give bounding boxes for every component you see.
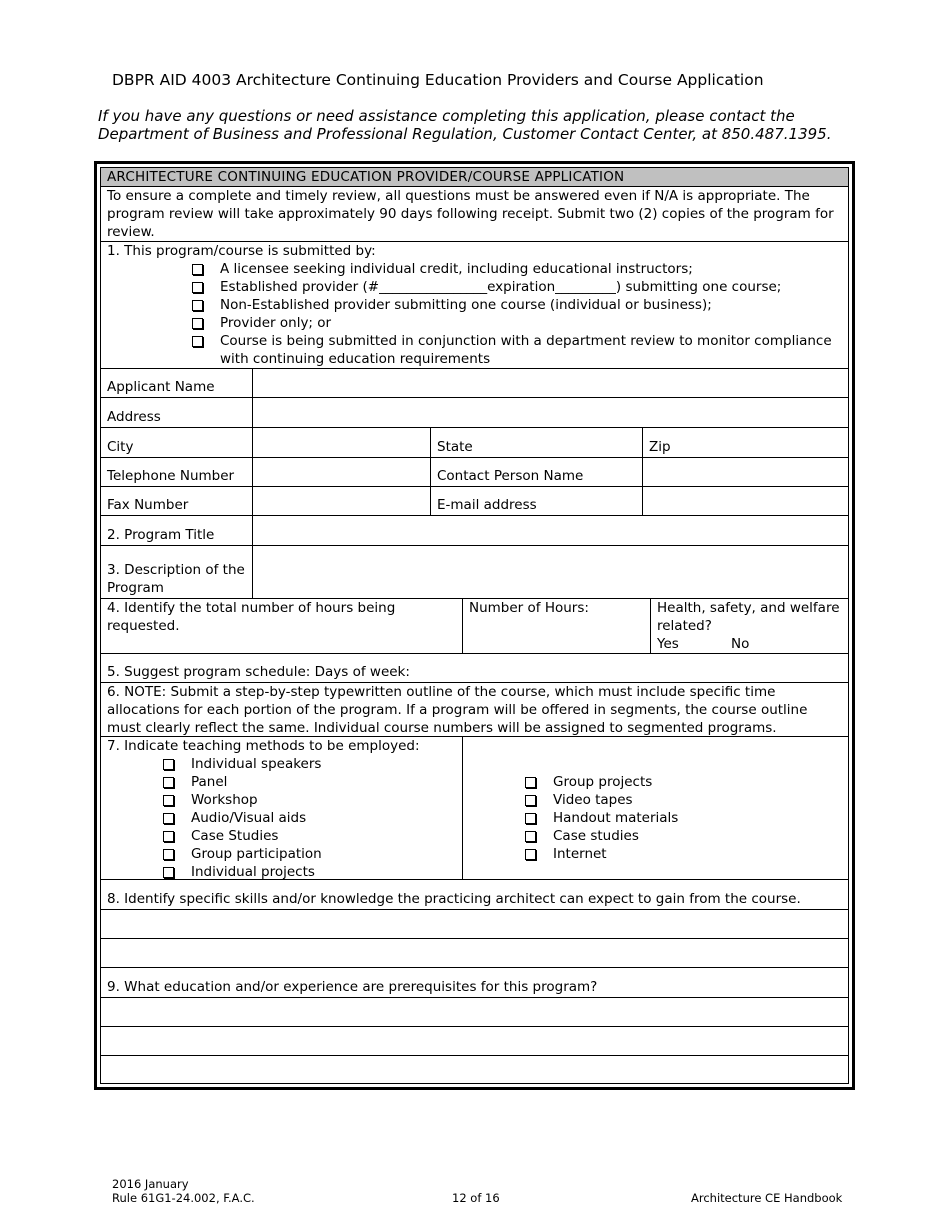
applicant-name-label: Applicant Name: [107, 379, 215, 395]
state-field[interactable]: [430, 428, 642, 457]
contact-note: If you have any questions or need assistance completing this application, please contact the Department of Business and Professional Regulation, Customer Contact Center, at 850.487.1395.: [98, 107, 832, 143]
city-label: City: [107, 439, 134, 455]
method-video-tapes[interactable]: [525, 791, 842, 809]
checkbox[interactable]: [192, 336, 203, 347]
checkbox[interactable]: [163, 849, 174, 860]
skills-question: 8. Identify specific skills and/or knowledge the practicing architect can expect to gain from the course.: [107, 891, 801, 907]
teaching-methods-row: [101, 736, 848, 879]
skills-question-row: [101, 879, 848, 909]
option-label: Individual projects: [191, 864, 315, 879]
telephone-label: Telephone Number: [107, 468, 235, 484]
option-label: Case Studies: [191, 828, 279, 844]
option-label: Case studies: [553, 828, 639, 844]
option-label: Non-Established provider submitting one course (individual or business);: [220, 297, 712, 313]
footer-rule: Rule 61G1-24.002, F.A.C.: [112, 1191, 255, 1205]
applicant-name-row: [101, 368, 848, 397]
option-label: Group projects: [553, 774, 653, 790]
q1-option-provider-only[interactable]: [192, 314, 842, 332]
checkbox[interactable]: [192, 264, 203, 275]
prerequisites-answer-line[interactable]: [101, 1026, 848, 1056]
instructions-row: [101, 186, 848, 241]
checkbox[interactable]: [525, 777, 536, 788]
footer-left: [112, 1177, 255, 1205]
q1-option-department-review[interactable]: [192, 332, 842, 368]
contact-person-label: Contact Person Name: [430, 458, 642, 486]
option-label: Individual speakers: [191, 756, 322, 772]
checkbox[interactable]: [525, 813, 536, 824]
checkbox[interactable]: [163, 759, 174, 770]
applicant-name-field[interactable]: [252, 369, 848, 397]
footer-page-number: 12 of 16: [452, 1191, 500, 1205]
program-title-label: 2. Program Title: [107, 527, 215, 543]
option-label: Internet: [553, 846, 607, 862]
city-field[interactable]: [252, 428, 430, 457]
prerequisites-question-row: [101, 967, 848, 997]
address-row: [101, 397, 848, 427]
footer-date: 2016 January: [112, 1177, 189, 1191]
q1-option-licensee[interactable]: [192, 260, 842, 278]
checkbox[interactable]: [192, 318, 203, 329]
skills-answer-line[interactable]: [101, 909, 848, 939]
address-field[interactable]: [252, 398, 848, 427]
outline-note: 6. NOTE: Submit a step-by-step typewritten outline of the course, which must include specific time allocations for each portion of the program. If a program will be offered in segments, the course outline must clearly reflect the same. Individual course numbers will be assigned to segmented programs.: [107, 684, 808, 736]
telephone-row: [101, 457, 848, 486]
zip-label: Zip: [649, 439, 671, 455]
method-audio-visual-aids[interactable]: [163, 809, 456, 827]
option-label: Handout materials: [553, 810, 679, 826]
outline-note-row: [101, 682, 848, 736]
checkbox[interactable]: [163, 831, 174, 842]
method-panel[interactable]: [163, 773, 456, 791]
section-header-row: [101, 168, 848, 186]
option-label: Provider only; or: [220, 315, 332, 331]
program-title-row: [101, 515, 848, 545]
hsw-no-option[interactable]: No: [731, 636, 750, 652]
instructions-text: To ensure a complete and timely review, all questions must be answered even if N/A is appropriate. The program review will take approximately 90 days following receipt. Submit two (2) copies of the program for review.: [107, 188, 834, 240]
document-title: DBPR AID 4003 Architecture Continuing Education Providers and Course Application: [112, 71, 764, 89]
teaching-methods-left: [101, 737, 462, 879]
option-label: Group participation: [191, 846, 322, 862]
telephone-field[interactable]: [252, 458, 430, 486]
schedule-question: 5. Suggest program schedule: Days of week:: [107, 664, 410, 680]
hsw-label: Health, safety, and welfare related?: [657, 600, 840, 634]
footer-handbook: Architecture CE Handbook: [691, 1191, 843, 1205]
number-of-hours-label: Number of Hours:: [469, 600, 589, 616]
hsw-cell: [650, 599, 848, 653]
q1-option-non-established-provider[interactable]: [192, 296, 842, 314]
method-individual-projects[interactable]: [163, 863, 456, 879]
address-label: Address: [107, 409, 161, 425]
prerequisites-answer-line[interactable]: [101, 1055, 848, 1084]
q1-row: [101, 241, 848, 368]
checkbox[interactable]: [525, 831, 536, 842]
email-field[interactable]: [642, 487, 848, 515]
q1-label: 1. This program/course is submitted by:: [107, 243, 376, 259]
option-label: Panel: [191, 774, 228, 790]
option-label: A licensee seeking individual credit, including educational instructors;: [220, 261, 693, 277]
email-label: E-mail address: [430, 487, 642, 515]
zip-field[interactable]: [642, 428, 848, 457]
program-title-field[interactable]: [252, 516, 848, 545]
prerequisites-question: 9. What education and/or experience are prerequisites for this program?: [107, 979, 598, 995]
method-internet[interactable]: [525, 845, 842, 863]
city-state-zip-row: [101, 427, 848, 457]
teaching-methods-label: 7. Indicate teaching methods to be employed:: [107, 738, 420, 754]
fax-field[interactable]: [252, 487, 430, 515]
hours-row: [101, 598, 848, 653]
description-label: 3. Description of the Program: [107, 562, 245, 596]
q1-option-established-provider[interactable]: [192, 278, 842, 296]
state-label: State: [437, 439, 473, 455]
checkbox[interactable]: [163, 867, 174, 878]
description-field[interactable]: [252, 546, 848, 598]
prerequisites-answer-line[interactable]: [101, 997, 848, 1027]
option-label: Workshop: [191, 792, 258, 808]
checkbox[interactable]: [192, 300, 203, 311]
checkbox[interactable]: [163, 813, 174, 824]
schedule-row: [101, 653, 848, 682]
method-workshop[interactable]: [163, 791, 456, 809]
method-handout-materials[interactable]: [525, 809, 842, 827]
q1-options: [107, 260, 842, 368]
option-label: Course is being submitted in conjunction with a department review to monitor compliance with continuing education requirements: [220, 333, 832, 367]
option-label: Audio/Visual aids: [191, 810, 307, 826]
checkbox[interactable]: [525, 849, 536, 860]
checkbox[interactable]: [192, 282, 203, 293]
fax-row: [101, 486, 848, 515]
option-label: Established provider (#________________expiration_________) submitting one course;: [220, 279, 782, 295]
fax-label: Fax Number: [107, 497, 189, 513]
section-title: ARCHITECTURE CONTINUING EDUCATION PROVIDER/COURSE APPLICATION: [101, 168, 848, 186]
teaching-methods-right: [462, 737, 848, 879]
teaching-methods-left-options: [107, 755, 456, 879]
option-label: Video tapes: [553, 792, 633, 808]
hours-question: 4. Identify the total number of hours being requested.: [107, 600, 396, 634]
application-form: [100, 167, 849, 1084]
method-group-participation[interactable]: [163, 845, 456, 863]
number-of-hours-field[interactable]: [462, 599, 650, 653]
teaching-methods-right-options: [469, 737, 842, 863]
q1-cell: [101, 242, 848, 368]
checkbox[interactable]: [163, 795, 174, 806]
checkbox[interactable]: [163, 777, 174, 788]
contact-person-field[interactable]: [642, 458, 848, 486]
method-group-projects[interactable]: [525, 773, 842, 791]
method-case-studies-2[interactable]: [525, 827, 842, 845]
checkbox[interactable]: [525, 795, 536, 806]
method-case-studies[interactable]: [163, 827, 456, 845]
method-individual-speakers[interactable]: [163, 755, 456, 773]
skills-answer-line[interactable]: [101, 938, 848, 968]
hsw-yes-option[interactable]: Yes: [657, 636, 679, 652]
description-row: [101, 545, 848, 598]
